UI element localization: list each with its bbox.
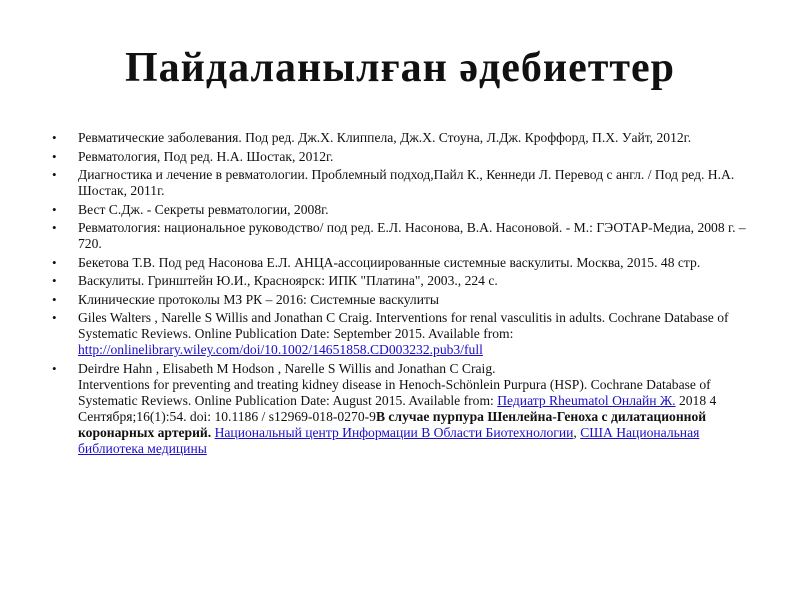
reference-text: Вест С.Дж. - Секреты ревматологии, 2008г.: [78, 201, 329, 217]
list-item: [52, 310, 760, 358]
bullet-icon: •: [52, 291, 57, 307]
reference-text: 2018 4 Сентября;16(1):54. doi: 10.1186 / s12969-018-0270-9: [78, 392, 717, 424]
reference-text: Giles Walters , Narelle S Willis and Jonathan C Craig. Interventions for renal vasculitis in adults. Cochrane Database of Systematic Reviews. Online Publication Date: September 2015. Available from:: [78, 310, 729, 341]
bullet-icon: •: [52, 201, 57, 217]
slide-title: Пайдаланылған әдебиеттер: [124, 45, 675, 91]
list-item: [52, 130, 760, 146]
bullet-icon: •: [52, 273, 57, 288]
list-item: [52, 149, 760, 165]
reference-text: Васкулиты. Гринштейн Ю.И., Красноярск: ИПК "Платина", 2003., 224 с.: [78, 273, 498, 288]
reference-text: Клинические протоколы МЗ РК – 2016: Системные васкулиты: [78, 291, 440, 307]
list-item: [52, 255, 760, 271]
bullet-icon: •: [52, 254, 57, 270]
list-item: [52, 202, 760, 218]
pediatric-rheumatology-link[interactable]: Педиатр Rheumatol Онлайн Ж.: [497, 392, 676, 408]
reference-text: Ревматология: национальное руководство/ под ред. Е.Л. Насонова, В.А. Насоновой. - М.: ГЭОТАР-Медиа, 2008 г. – 720.: [78, 220, 746, 251]
reference-text: Диагностика и лечение в ревматологии. Проблемный подход,Пайл К., Кеннеди Л. Перевод с англ. / Под ред. Н.А. Шостак, 2011г.: [78, 167, 735, 198]
wiley-link[interactable]: http://onlinelibrary.wiley.com/doi/10.1002/14651858.CD003232.pub3/full: [78, 342, 483, 357]
reference-text: Ревматические заболевания. Под ред. Дж.Х. Клиппела, Дж.Х. Стоуна, Л.Дж. Кроффорд, П.Х. Уайт, 2012г.: [78, 130, 692, 145]
separator: ,: [573, 424, 581, 440]
list-item: [52, 273, 760, 289]
bullet-icon: •: [52, 220, 57, 235]
list-item: [52, 292, 760, 308]
bullet-icon: •: [52, 148, 57, 164]
bullet-icon: •: [52, 167, 57, 182]
list-item: [52, 220, 760, 252]
ncbi-link[interactable]: Национальный центр Информации В Области Биотехнологии: [214, 424, 574, 440]
reference-text: Бекетова Т.В. Под ред Насонова Е.Л. АНЦА-ассоциированные системные васкулиты. Москва, 2015. 48 стр.: [78, 254, 701, 270]
reference-bold-text: В случае пурпура Шенлейна-Геноха с дилатационной коронарных артерий.: [78, 408, 707, 440]
list-item: [52, 361, 760, 457]
nlm-link[interactable]: США Национальная библиотека медицины: [78, 424, 700, 456]
reference-text: Deirdre Hahn , Elisabeth M Hodson , Narelle S Willis and Jonathan C Craig.: [78, 360, 496, 376]
references-list: [52, 130, 760, 459]
bullet-icon: •: [52, 310, 57, 325]
reference-text: Ревматология, Под ред. Н.А. Шостак, 2012г.: [78, 148, 334, 164]
reference-text: Interventions for preventing and treating kidney disease in Henoch-Schönlein Purpura (HSP). Cochrane Database of Systematic Reviews. Online Publication Date: August 2015. Available from:: [78, 376, 711, 408]
bullet-icon: •: [52, 360, 57, 376]
bullet-icon: •: [52, 130, 57, 145]
list-item: [52, 167, 760, 199]
